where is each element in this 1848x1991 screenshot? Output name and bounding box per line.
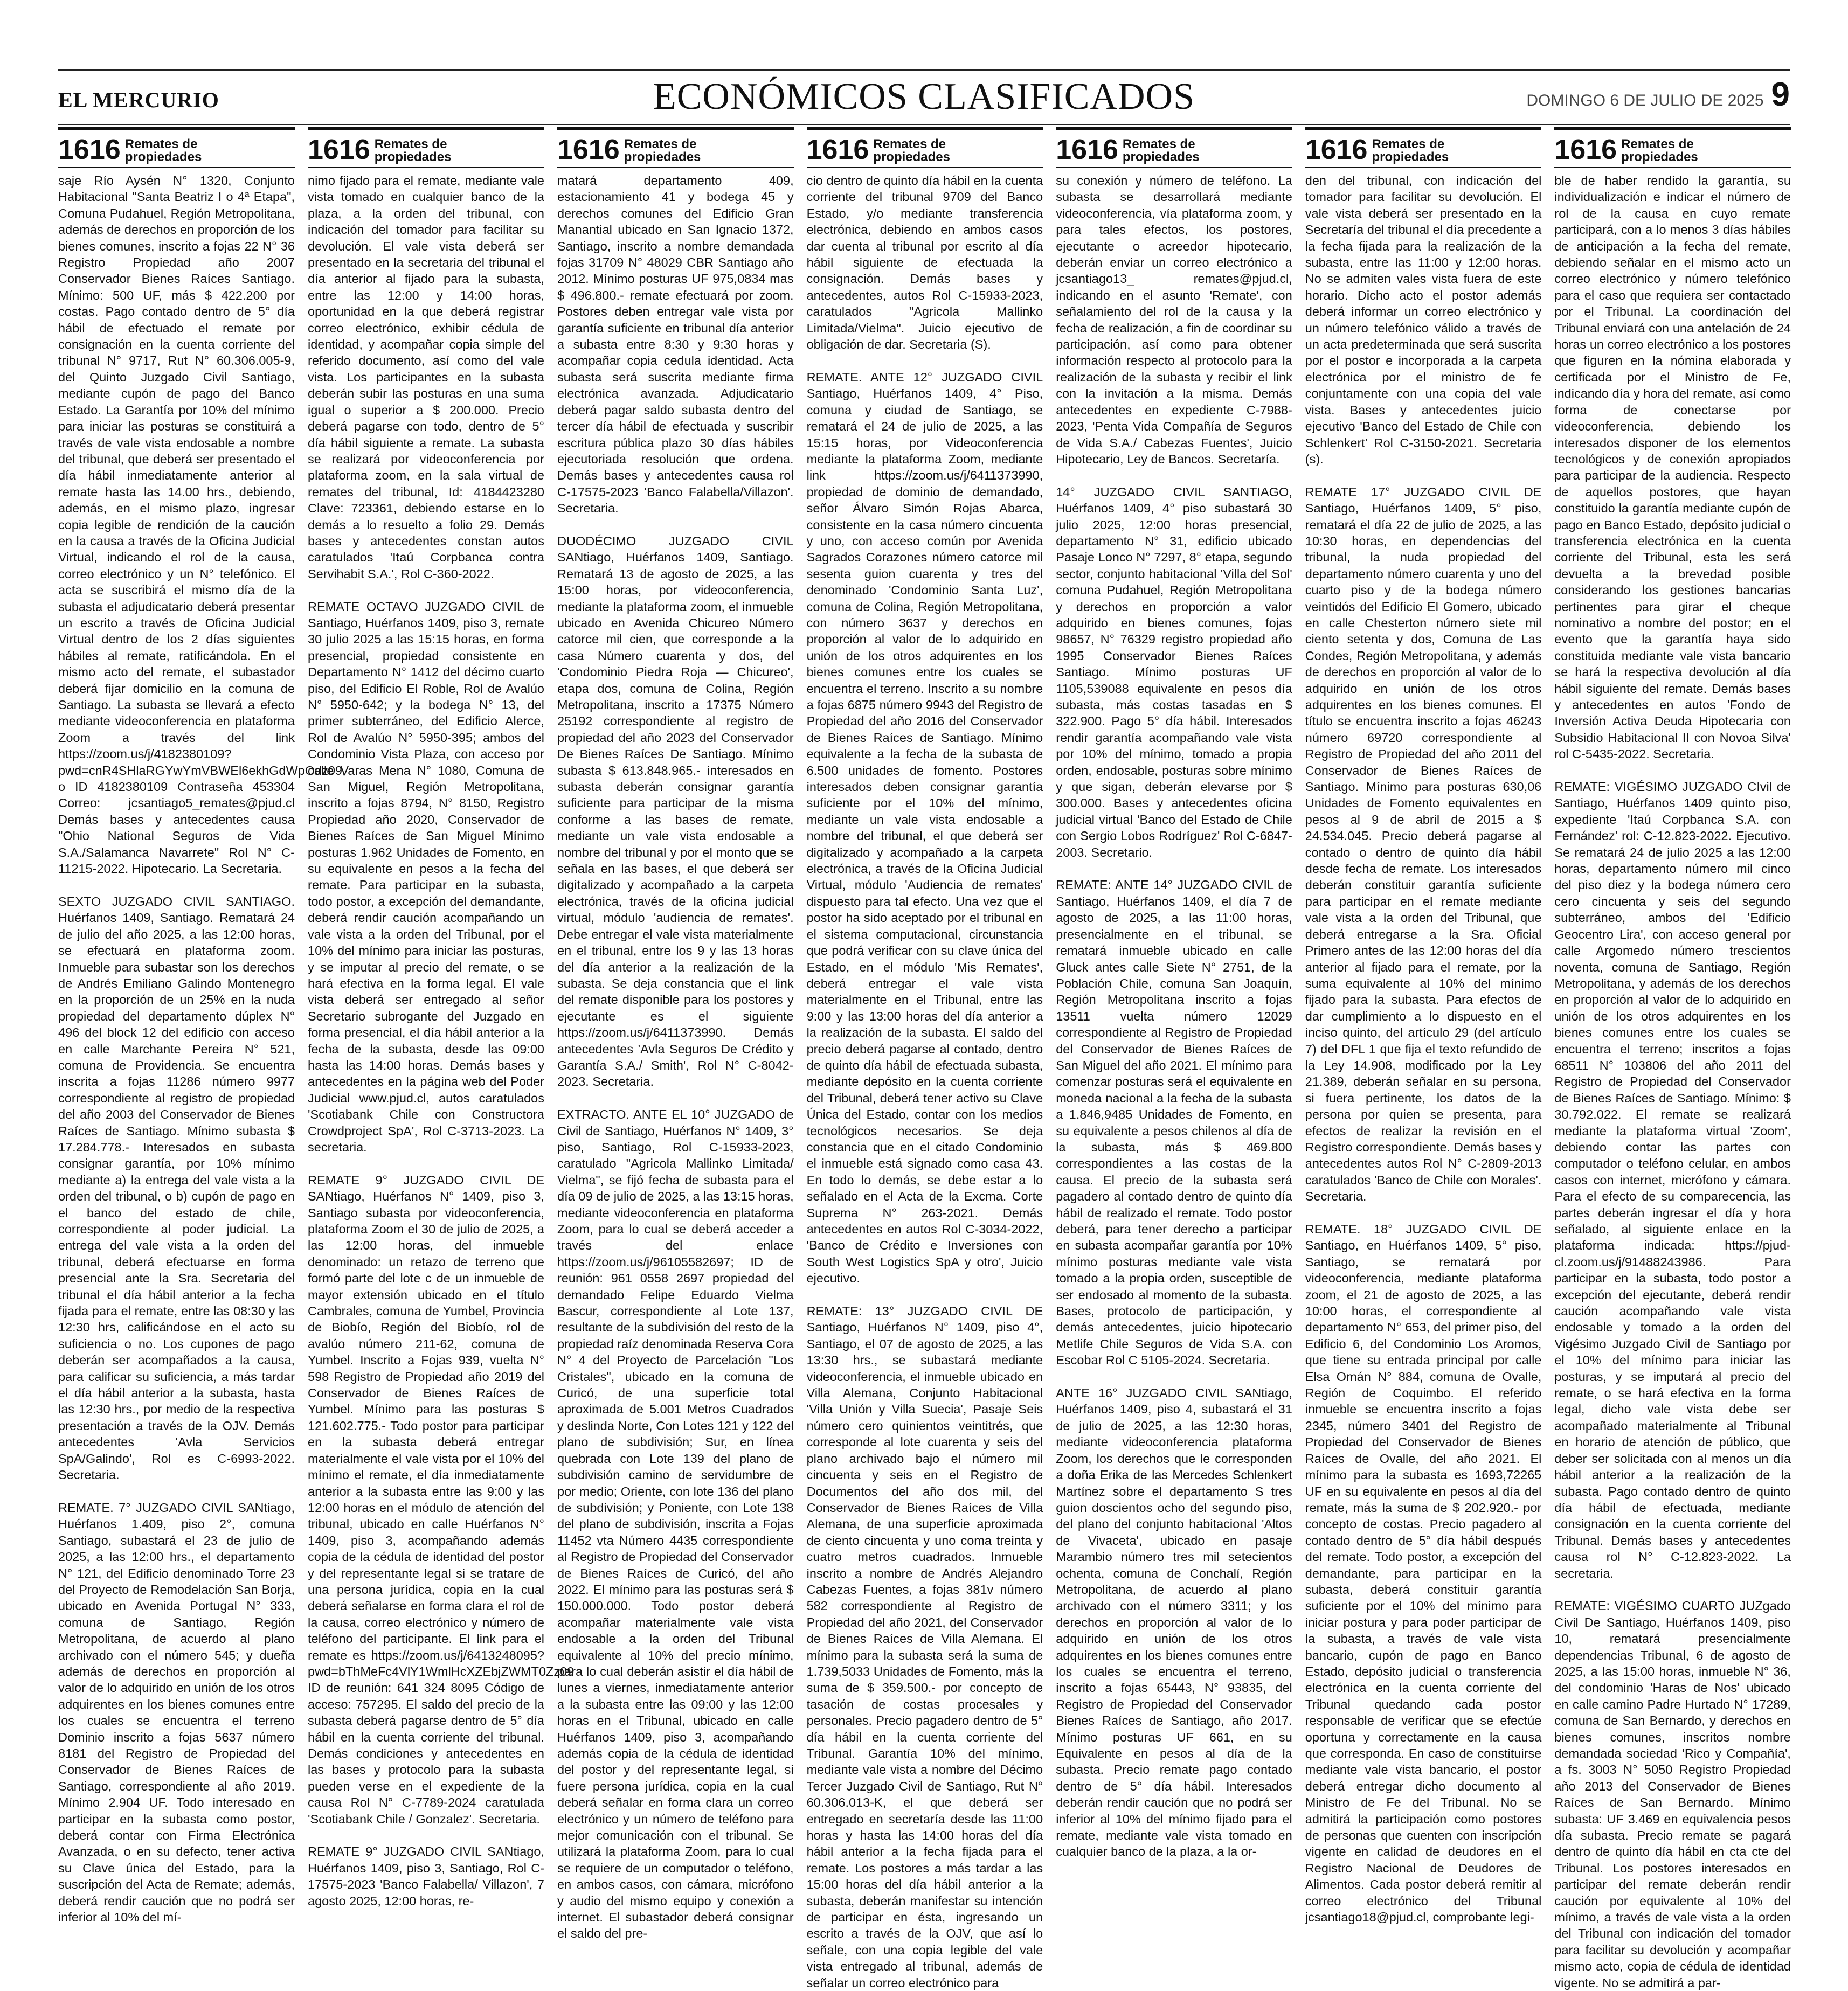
category-code: 1616 [1056,134,1118,165]
column-text: saje Río Aysén N° 1320, Conjunto Habitacional "Santa Beatriz I o 4ª Etapa", Comuna Pudahuel, Región Metropolitana, además de derechos en proporción de los bienes comunes, inscrito a fojas 22 N° 36 Registro Propiedad año 2007 Conservador Bienes Raíces Santiago. Mínimo: 500 UF, más $ 422.200 por costas. Pago contado dentro de 5° día hábil de efectuado el remate por consignación en la cuenta corriente del tribunal N° 9717, Rut N° 60.306.005-9, del Quinto Juzgado Civil Santiago, mediante cupón de pago del Banco Estado. La Garantía por 10% del mínimo para iniciar las posturas se constituirá a través de vale vista endosable a nombre del tribunal, que deberá ser presentado el día hábil inmediatamente anterior al remate hasta las 14.00 hrs., debiendo, además, en el mismo plazo, ingresar copia legible de rendición de la caución en la causa a través de la Oficina Judicial Virtual, indicando el rol de la causa, correo electrónico y un N° telefónico. El acta se suscribirá el mismo día de la subasta el adjudicatario deberá presentar un escrito a través de Oficina Judicial Virtual dentro de los 2 días siguientes hábiles al remate, ratificándola. En el mismo acto del remate, el subastador deberá fijar domicilio en la comuna de Santiago. La subasta se llevará a efecto mediante videoconferencia en plataforma Zoom a través del link https://zoom.us/j/4182380109?pwd=cnR4SHlaRGYwYmVBWEl6ekhGdWpOdz09, o ID 4182380109 Contraseña 453304 Correo: jcsantiago5_remates@pjud.cl Demás bases y antecedentes causa "Ohio National Seguros de Vida S.A./Salamanca Navarrete" Rol N° C-11215-2022. Hipotecario. La Secretaria. SEXTO JUZGADO CIVIL SANTIAGO. Huérfanos 1409, Santiago. Rematará 24 de julio del año 2025, a las 12:00 horas, se efectuará en plataforma zoom. Inmueble para subastar son los derechos de Andrés Emiliano Galindo Montenegro en la proporción de un 25% en la nuda propiedad del departamento dúplex N° 496 del block 12 del edificio con acceso en calle Marchante Pereira N° 521, comuna de Providencia. Se encuentra inscrita a fojas 11286 número 9977 correspondiente al registro de propiedad del año 2003 del Conservador de Bienes Raíces de Santiago. Mínimo subasta $ 17.284.778.- Interesados en subasta consignar garantía, por 10% mínimo mediante a) la entrega del vale vista a la orden del tribunal, o b) cupón de pago en el banco del estado de chile, correspondiente al poder judicial. La entrega del vale vista a la orden del tribunal, deberá efectuarse en forma presencial ante la Sra. Secretaria del tribunal el día hábil anterior a la fecha fijada para el remate, entre las 08:30 y las 12:30 hrs, calificándose en el acto su suficiencia o no. Los cupones de pago deberán ser acompañados a la causa, para calificar su suficiencia, a más tardar el día hábil anterior a la subasta, hasta las 12:30 hrs., por medio de la respectiva presentación a través de la OJV. Demás antecedentes 'Avla Servicios SpA/Galindo', Rol es C-6993-2022. Secretaria. REMATE. 7° JUZGADO CIVIL SANtiago, Huérfanos 1.409, piso 2°, comuna Santiago, subastará el 23 de julio de 2025, a las 12:00 hrs., el departamento N° 121, del Edificio denominado Torre 23 del Proyecto de Remodelación San Borja, ubicado en Avenida Portugal N° 333, comuna de Santiago, Región Metropolitana, de acuerdo al plano archivado con el número 545; y dueña además de derechos en proporción al valor de lo adquirido en unión de los otros adquirentes en los bienes comunes entre los cuales se encuentra el terreno Dominio inscrito a fojas 5637 número 8181 del Registro de Propiedad del Conservador de Bienes Raíces de Santiago, correspondiente al año 2019. Mínimo 2.904 UF. Todo interesado en participar en la subasta como postor, deberá contar con Firma Electrónica Avanzada, o en su defecto, tener activa su Clave única del Estado, para la suscripción del Acta de Remate; además, deberá rendir caución que no podrá ser inferior al 10% del mí- [58,174,346,1925]
masthead-rule [58,124,1790,125]
category-label-line1: Remates de [374,137,447,151]
category-code: 1616 [806,134,869,165]
category-label-line2: propiedades [1621,150,1698,164]
page-number: 9 [1771,76,1790,113]
column-header [58,127,295,168]
classified-column [557,127,794,1968]
category-label [125,138,202,164]
category-label-line1: Remates de [1372,137,1445,151]
top-rule [58,69,1790,71]
classified-column [58,127,346,1968]
category-label-line1: Remates de [1122,137,1195,151]
column-text: su conexión y número de teléfono. La subasta se desarrollará mediante videoconferencia, vía plataforma zoom, y para tales efectos, los postores, ejecutante o acreedor hipotecario, deberán enviar un correo electrónico a jcsantiago13_ remates@pjud.cl, indicando en el asunto 'Remate', con señalamiento del rol de la causa y la fecha de realización, a fin de coordinar su participación, así como para obtener información respecto al protocolo para la realización de la subasta y recibir el link con la invitación a la misma. Demás antecedentes en expediente C-7988-2023, 'Penta Vida Compañía de Seguros de Vida S.A./ Cabezas Fuentes', Juicio Hipotecario, Ley de Bancos. Secretaría. 14° JUZGADO CIVIL SANTIAGO, Huérfanos 1409, 4° piso subastará 30 julio 2025, 12:00 horas presencial, departamento N° 31, edificio ubicado Pasaje Lonco N° 7297, 8° etapa, segundo sector, conjunto habitacional 'Villa del Sol' comuna Pudahuel, Región Metropolitana y derechos en proporción a valor adquirido en bienes comunes, fojas 98657, N° 76329 registro propiedad año 1995 Conservador Bienes Raíces Santiago. Mínimo posturas UF 1105,539088 equivalente en pesos día subasta, más costas tasadas en $ 322.900. Pago 5° día hábil. Interesados rendir garantía acompañando vale vista por 10% del mínimo, tomado a propia orden, endosable, posturas sobre mínimo y que sigan, deberán elevarse por $ 300.000. Bases y antecedentes oficina judicial virtual 'Banco del Estado de Chile con Sergio Lobos Rodríguez' Rol C-6847-2003. Secretario. REMATE: ANTE 14° JUZGADO CIVIL de Santiago, Huérfanos 1409, el día 7 de agosto de 2025, a las 11:00 horas, presencialmente en el tribunal, se rematará inmueble ubicado en calle Gluck antes calle Siete N° 2751, de la Población Chile, comuna San Joaquín, Región Metropolitana inscrito a fojas 13511 vuelta número 12029 correspondiente al Registro de Propiedad del Conservador de Bienes Raíces de San Miguel del año 2021. El mínimo para comenzar posturas será el equivalente en moneda nacional a la fecha de la subasta a 1.846,9485 Unidades de Fomento, en su equivalente a pesos chilenos al día de la subasta, más $ 469.800 correspondientes a las costas de la causa. El precio de la subasta será pagadero al contado dentro de quinto día hábil de realizado el remate. Todo postor deberá, para tener derecho a participar en subasta acompañar garantía por 10% mínimo posturas mediante vale vista tomado a la propia orden, susceptible de ser endosado al momento de la subasta. Bases, protocolo de participación, y demás antecedentes, juicio hipotecario Metlife Chile Seguros de Vida S.A. con Escobar Rol C 5105-2024. Secretaria. ANTE 16° JUZGADO CIVIL SANtiago, Huérfanos 1409, piso 4, subastará el 31 de julio de 2025, a las 12:30 horas, mediante videoconferencia plataforma Zoom, los derechos que le corresponden a doña Erika de las Mercedes Schlenkert Martínez sobre el departamento S tres guion doscientos ocho del segundo piso, del plano del conjunto habitacional 'Altos de Vivaceta', ubicado en pasaje Marambio número tres mil setecientos ochenta, comuna de Conchalí, Región Metropolitana, de acuerdo al plano archivado con el número 3311; y los derechos en proporción al valor de lo adquirido en unión de los otros adquirentes en los bienes comunes entre los cuales se encuentra el terreno, inscrito a fojas 65443, N° 93835, del Registro de Propiedad del Conservador Bienes Raíces de Santiago, año 2017. Mínimo posturas UF 661, en su Equivalente en pesos al día de la subasta. Precio remate pago contado dentro de 5° día hábil. Interesados deberán rendir caución que no podrá ser inferior al 10% del mínimo fijado para el remate, mediante vale vista tomado en cualquier banco de la plaza, a la or- [1056,174,1292,1859]
classified-column [806,127,1043,1990]
category-label [873,138,950,164]
column-header [1056,127,1292,168]
masthead [58,75,1790,124]
category-code: 1616 [308,134,370,165]
section-title: ECONÓMICOS CLASIFICADOS [653,76,1195,117]
category-label-line1: Remates de [1621,137,1694,151]
category-label-line1: Remates de [124,137,198,151]
newspaper-name: EL MERCURIO [58,88,219,112]
column-text: matará departamento 409, estacionamiento 41 y bodega 45 y derechos comunes del Edificio Gran Manantial ubicado en San Ignacio 1372, Santiago, inscrito a nombre demandada fojas 31709 N° 48029 CBR Santiago año 2012. Mínimo posturas UF 975,0834 mas $ 496.800.- remate efectuará por zoom. Postores deben entregar vale vista por garantía suficiente en tribunal día anterior a subasta entre 8:30 y 9:30 horas y acompañar copia cedula identidad. Acta subasta será suscrita mediante firma electrónica avanzada. Adjudicatario deberá pagar saldo subasta dentro del tercer día hábil de efectuada y suscribir escritura pública plazo 30 días hábiles ejecutoriada resolución que ordena. Demás bases y antecedentes causa rol C-17575-2023 'Banco Falabella/Villazon'. Secretaria. DUODÉCIMO JUZGADO CIVIL SANtiago, Huérfanos 1409, Santiago. Rematará 13 de agosto de 2025, a las 15:00 horas, por videoconferencia, mediante la plataforma zoom, el inmueble ubicado en Avenida Chicureo Número catorce mil cien, que corresponde a la casa Número cuarenta y dos, del 'Condominio Piedra Roja — Chicureo', etapa dos, comuna de Colina, Región Metropolitana, inscrito a 17375 Número 25192 correspondiente al registro de propiedad del año 2023 del Conservador De Bienes Raíces De Santiago. Mínimo subasta $ 613.848.965.- interesados en subasta deberán consignar garantía suficiente para participar de la misma conforme a las bases de remate, mediante un vale vista endosable a nombre del tribunal y por el monto que se señala en las bases, el que deberá ser digitalizado y acompañado a la carpeta electrónica, través de la oficina judicial virtual, módulo 'audiencia de remates'. Debe entregar el vale vista materialmente en el tribunal, entre los 9 y las 13 horas del día anterior a la realización de la subasta. Se deja constancia que el link del remate disponible para los postores y ejecutante es el siguiente https://zoom.us/j/6411373990. Demás antecedentes 'Avla Seguros De Crédito y Garantía S.A./ Smith', Rol N° C-8042-2023. Secretaria. EXTRACTO. ANTE EL 10° JUZGADO de Civil de Santiago, Huérfanos N° 1409, 3° piso, Santiago, Rol C-15933-2023, caratulado "Agricola Mallinko Limitada/ Vielma", se fijó fecha de subasta para el día 09 de julio de 2025, a las 13:15 horas, mediante videoconferencia en plataforma Zoom, para lo cual se deberá acceder a través del enlace https://zoom.us/j/96105582697; ID de reunión: 961 0558 2697 propiedad del demandado Felipe Eduardo Vielma Bascur, correspondiente al Lote 137, resultante de la subdivisión del resto de la propiedad raíz denominada Reserva Cora N° 4 del Proyecto de Parcelación "Los Cristales", ubicado en la comuna de Curicó, de una superficie total aproximada de 5.001 Metros Cuadrados y deslinda Norte, Con Lotes 121 y 122 del plano de subdivisión; Sur, en línea quebrada con Lote 139 del plano de subdivisión camino de servidumbre de por medio; Oriente, con lote 136 del plano de subdivisión; y Poniente, con Lote 138 del plano de subdivisión, inscrita a Fojas 11452 vta Número 4435 correspondiente al Registro de Propiedad del Conservador de Bienes Raíces de Curicó, del año 2022. El mínimo para las posturas será $ 150.000.000. Todo postor deberá acompañar materialmente vale vista endosable a la orden del Tribunal equivalente al 10% del precio mínimo, para lo cual deberán asistir el día hábil de lunes a viernes, inmediatamente anterior a la subasta entre las 09:00 y las 12:00 horas en el Tribunal, ubicado en calle Huérfanos 1409, piso 3, acompañando además copia de la cédula de identidad del postor y del representante legal, si fuere persona jurídica, copia en la cual deberá señalar en forma clara un correo electrónico y un número de teléfono para mejor comunicación con el tribunal. Se utilizará la plataforma Zoom, para lo cual se requiere de un computador o teléfono, en ambos casos, con cámara, micrófono y audio del mismo equipo y conexión a internet. El subastador deberá consignar el saldo del pre- [557,174,794,1941]
column-text: nimo fijado para el remate, mediante vale vista tomado en cualquier banco de la plaza, a la orden del tribunal, con indicación del tomador para facilitar su devolución. El vale vista deberá ser presentado en la secretaria del tribunal el día anterior al fijado para la subasta, entre las 12:00 y 14:00 horas, oportunidad en la que deberá registrar correo electrónico, exhibir cédula de identidad, y acompañar copia simple del referido documento, así como del vale vista. Los participantes en la subasta deberán subir las posturas en una suma igual o superior a $ 200.000. Precio deberá pagarse con todo, dentro de 5° día hábil siguiente a remate. La subasta se realizará por videoconferencia por plataforma zoom, en la sala virtual de remates del tribunal, Id: 4184423280 Clave: 723361, debiendo estarse en lo demás a lo resuelto a folio 29. Demás bases y antecedentes constan autos caratulados 'Itaú Corpbanca contra Servihabit S.A.', Rol C-360-2022. REMATE OCTAVO JUZGADO CIVIL de Santiago, Huérfanos 1409, piso 3, remate 30 julio 2025 a las 15:15 horas, en forma presencial, propiedad consistente en Departamento N° 1412 del décimo cuarto piso, del Edificio El Roble, Rol de Avalúo N° 5950-642; y la bodega N° 13, del primer subterráneo, del Edificio Alerce, Rol de Avalúo N° 5950-395; ambos del Condominio Vista Plaza, con acceso por calle Varas Mena N° 1080, Comuna de San Miguel, Región Metropolitana, inscrito a fojas 8794, N° 8150, Registro Propiedad año 2020, Conservador de Bienes Raíces de San Miguel Mínimo posturas 1.962 Unidades de Fomento, en su equivalente en pesos a la fecha del remate. Para participar en la subasta, todo postor, a excepción del demandante, deberá rendir caución acompañando un vale vista a la orden del Tribunal, por el 10% del mínimo para iniciar las posturas, y se imputar al precio del remate, o se hará efectiva en la forma legal. El vale vista deberá ser entregado al señor Secretario subrogante del Juzgado en forma presencial, el día hábil anterior a la fecha de la subasta, desde las 09:00 hasta las 14:00 horas. Demás bases y antecedentes en la página web del Poder Judicial www.pjud.cl, autos caratulados 'Scotiabank Chile con Constructora Crowdproject SpA', Rol C-3713-2023. La secretaria. REMATE 9° JUZGADO CIVIL DE SANtiago, Huérfanos N° 1409, piso 3, Santiago subasta por videoconferencia, plataforma Zoom el 30 de julio de 2025, a las 12:00 horas, del inmueble denominado: un retazo de terreno que formó parte del lote c de un inmueble de mayor extensión ubicado en el título Cambrales, comuna de Yumbel, Provincia de Biobío, Región del Biobío, rol de avalúo número 211-62, comuna de Yumbel. Inscrito a Fojas 939, vuelta N° 598 Registro de Propiedad año 2019 del Conservador de Bienes Raíces de Yumbel. Mínimo para las posturas $ 121.602.775.- Todo postor para participar en la subasta deberá entregar materialmente el vale vista por el 10% del mínimo el remate, el día inmediatamente anterior a la subasta entre las 9:00 y las 12:00 horas en el módulo de atención del tribunal, ubicado en calle Huérfanos N° 1409, piso 3, acompañando además copia de la cédula de identidad del postor y del representante legal si se tratare de una persona jurídica, copia en la cual deberá señalarse en forma clara el rol de la causa, correo electrónico y número de teléfono del participante. El link para el remate es https://zoom.us/j/6413248095?pwd=bThMeFc4VlY1WmlHcXZEbjZWMT0Zz09 ID de reunión: 641 324 8095 Código de acceso: 757295. El saldo del precio de la subasta deberá pagarse dentro de 5° día hábil en la cuenta corriente del tribunal. Demás condiciones y antecedentes en las bases y protocolo para la subasta pueden verse en el expediente de la causa Rol N° C-7789-2024 caratulada 'Scotiabank Chile / Gonzalez'. Secretaria. REMATE 9° JUZGADO CIVIL SANtiago, Huérfanos 1409, piso 3, Santiago, Rol C-17575-2023 'Banco Falabella/ Villazon', 7 agosto 2025, 12:00 horas, re- [308,174,575,1908]
date-block [1526,75,1790,114]
category-code: 1616 [1305,134,1368,165]
column-text: ble de haber rendido la garantía, su individualización e indicar el número de rol de la causa en cuyo remate participará, con a lo menos 3 días hábiles de anticipación a la fecha del remate, debiendo señalar en el mismo acto un correo electrónico y número telefónico para el caso que requiera ser contactado por el Tribunal. La coordinación del Tribunal enviará con una antelación de 24 horas un correo electrónico a los postores que figuren en la nómina elaborada y certificada por el Ministro de Fe, indicando día y hora del remate, así como forma de conectarse por videoconferencia, debiendo los interesados disponer de los elementos tecnológicos y de conexión apropiados para participar de la audiencia. Respecto de aquellos postores, que hayan constituido la garantía mediante cupón de pago en Banco Estado, depósito judicial o transferencia electrónica en la cuenta corriente del Tribunal, esta les será devuelta a la brevedad posible considerando los gestiones bancarias pertinentes para girar el cheque nominativo a nombre del postor; en el evento que la garantía haya sido constituida mediante vale vista bancario se hará la respectiva devolución al día hábil siguiente del remate. Demás bases y antecedentes en autos 'Fondo de Inversión Activa Deuda Hipotecaria con Subsidio Habitacional II con Novoa Silva' rol C-5435-2022. Secretaria. REMATE: VIGÉSIMO JUZGADO CIvil de Santiago, Huérfanos 1409 quinto piso, expediente 'Itaú Corpbanca S.A. con Fernández' rol: C-12.823-2022. Ejecutivo. Se rematará 24 de julio 2025 a las 12:00 horas, departamento número mil cinco del piso diez y la bodega número cero cero cincuenta y seis del segundo subterráneo, ambos del 'Edificio Geocentro Lira', con acceso general por calle Argomedo número trescientos noventa, comuna de Santiago, Región Metropolitana, y además de los derechos en proporción al valor de lo adquirido en unión de los otros adquirentes en los bienes comunes entre los cuales se encuentra el terreno; inscritos a fojas 68511 N° 103806 del año 2011 del Registro de Propiedad del Conservador de Bienes Raíces de Santiago. Mínimo: $ 30.792.022. El remate se realizará mediante la plataforma virtual 'Zoom', debiendo contar las partes con computador o teléfono celular, en ambos casos con internet, micrófono y cámara. Para el efecto de su comparecencia, las partes deberán ingresar el día y hora señalado, al siguiente enlace en la plataforma indicada: https://pjud-cl.zoom.us/j/91488243986. Para participar en la subasta, todo postor a excepción del ejecutante, deberá rendir caución acompañando vale vista endosable y tomado a la orden del Vigésimo Juzgado Civil de Santiago por el 10% del mínimo para iniciar las posturas, y se imputará al precio del remate, o se hará efectiva en la forma legal, dicho vale vista debe ser acompañado materialmente al Tribunal en horario de atención de público, que deber ser solicitada con al menos un día hábil anterior a la realización de la subasta. Pago contado dentro de quinto día hábil de efectuada, mediante consignación en la cuenta corriente del Tribunal. Demás bases y antecedentes causa rol N° C-12.823-2022. La secretaria. REMATE: VIGÉSIMO CUARTO JUZgado Civil De Santiago, Huérfanos 1409, piso 10, rematará presencialmente dependencias Tribunal, 6 de agosto de 2025, a las 15:00 horas, inmueble N° 36, del condominio 'Haras de Nos' ubicado en calle camino Padre Hurtado N° 17289, comuna de San Bernardo, y derechos en bienes comunes, inscritos nombre demandada sociedad 'Rico y Compañía', a fs. 3003 N° 5050 Registro Propiedad año 2013 del Conservador de Bienes Raíces de San Bernardo. Mínimo subasta: UF 3.469 en equivalencia pesos día subasta. Precio remate se pagará dentro de quinto día hábil en cta cte del Tribunal. Los postores interesados en participar del remate deberán rendir caución por equivalente al 10% del mínimo, a través de vale vista a la orden del Tribunal con indicación del tomador para facilitar su devolución y acompañar mismo acto, copia de cédula de identidad vigente. No se admitirá a par- [1554,174,1791,1990]
classified-columns [58,127,1791,1990]
category-label-line2: propiedades [374,150,452,164]
category-label-line1: Remates de [624,137,697,151]
category-label-line2: propiedades [624,150,701,164]
classified-column [308,127,575,1968]
issue-date: DOMINGO 6 DE JULIO DE 2025 [1526,92,1764,109]
column-text: cio dentro de quinto día hábil en la cuenta corriente del tribunal 9709 del Banco Estado, y/o mediante transferencia electrónica, debiendo en ambos casos dar cuenta al tribunal por escrito al día hábil siguiente de efectuada la consignación. Demás bases y antecedentes, autos Rol C-15933-2023, caratulados "Agricola Mallinko Limitada/Vielma". Juicio ejecutivo de obligación de dar. Secretaria (S). REMATE. ANTE 12° JUZGADO CIVIL Santiago, Huérfanos 1409, 4° Piso, comuna y ciudad de Santiago, se rematará el 24 de julio de 2025, a las 15:15 horas, por Videoconferencia mediante la plataforma Zoom, mediante link https://zoom.us/j/6411373990, propiedad de dominio de demandado, señor Álvaro Simón Rojas Abarca, consistente en la casa número cincuenta y uno, con acceso común por Avenida Sagrados Corazones número catorce mil sesenta guion cuarenta y tres del denominado 'Condominio Santa Luz', comuna de Colina, Región Metropolitana, con número 3637 y derechos en proporción al valor de lo adquirido en unión de los otros adquirentes en los bienes comunes entre los cuales se encuentra el terreno. Inscrito a su nombre a fojas 6875 número 9943 del Registro de Propiedad del año 2016 del Conservador de Bienes Raíces de Santiago. Mínimo equivalente a la fecha de la subasta de 6.500 unidades de fomento. Postores interesados deben consignar garantía suficiente por el 10% del mínimo, mediante un vale vista endosable a nombre del tribunal, el que deberá ser digitalizado y acompañado a la carpeta electrónica, a través de la Oficina Judicial Virtual, módulo 'Audiencia de remates' dispuesto para tal efecto. Una vez que el postor ha sido aceptado por el tribunal en el sistema computacional, circunstancia que podrá verificar con su clave única del Estado, en el módulo 'Mis Remates', deberá entregar el vale vista materialmente en el Tribunal, entre las 9:00 y las 13:00 horas del día anterior a la realización de la subasta. El saldo del precio deberá pagarse al contado, dentro de quinto día hábil de efectuada subasta, mediante depósito en la cuenta corriente del Tribunal, deberá tener activo su Clave Única del Estado, contar con los medios tecnológicos necesarios. Se deja constancia que en el citado Condominio el inmueble está signado como casa 43. En todo lo demás, se debe estar a lo señalado en el Acta de la Excma. Corte Suprema N° 263-2021. Demás antecedentes en autos Rol C-3034-2022, 'Banco de Crédito e Inversiones con South West Logistics SpA y otro', Juicio ejecutivo. REMATE: 13° JUZGADO CIVIL DE Santiago, Huérfanos N° 1409, piso 4°, Santiago, el 07 de agosto de 2025, a las 13:30 hrs., se subastará mediante videoconferencia, el inmueble ubicado en Villa Alemana, Conjunto Habitacional 'Villa Unión y Villa Suecia', Pasaje Seis número cero quinientos veintitrés, que corresponde al lote cuarenta y seis del plano archivado bajo el número mil cincuenta y seis en el Registro de Documentos del año dos mil, del Conservador de Bienes Raíces de Villa Alemana, de una superficie aproximada de ciento cincuenta y uno coma treinta y cuatro metros cuadrados. Inmueble inscrito a nombre de Andrés Alejandro Cabezas Fuentes, a fojas 381v número 582 correspondiente al Registro de Propiedad del año 2021, del Conservador de Bienes Raíces de Villa Alemana. El mínimo para la subasta será la suma de 1.739,5033 Unidades de Fomento, más la suma de $ 359.500.- por concepto de tasación de costas procesales y personales. Precio pagadero dentro de 5° día hábil en la cuenta corriente del Tribunal. Garantía 10% del mínimo, mediante vale vista a nombre del Décimo Tercer Juzgado Civil de Santiago, Rut N° 60.306.013-K, el que deberá ser entregado en secretaría desde las 11:00 horas y hasta las 14:00 horas del día hábil anterior a la fecha fijada para el remate. Los postores a más tardar a las 15:00 horas del día hábil anterior a la subasta, deberán manifestar su intención de participar en ésta, ingresando un escrito a través de la OJV, que así lo señale, con una copia legible del vale vista entregado al tribunal, además de señalar un correo electrónico para [806,174,1043,1990]
classified-column [1305,127,1542,1968]
category-label-line1: Remates de [873,137,946,151]
category-label [1123,138,1200,164]
classified-column [1056,127,1292,1968]
column-header [807,127,1043,168]
category-label-line2: propiedades [1122,150,1200,164]
category-label-line2: propiedades [1372,150,1449,164]
column-header [1305,127,1542,168]
category-label-line2: propiedades [124,150,202,164]
category-label [375,138,452,164]
category-label [1372,138,1449,164]
category-label [1621,138,1698,164]
category-code: 1616 [1554,134,1617,165]
classified-column [1554,127,1791,1990]
category-label [624,138,701,164]
category-code: 1616 [557,134,620,165]
column-header [557,127,794,168]
column-header [308,127,544,168]
category-code: 1616 [58,134,121,165]
column-text: den del tribunal, con indicación del tomador para facilitar su devolución. El vale vista deberá ser presentado en la Secretaría del tribunal el día precedente a la fecha fijada para la realización de la subasta, entre las 11:00 y 12:00 horas. No se admiten vales vista fuera de este horario. Dicho acto el postor además deberá informar un correo electrónico y un número telefónico válido a través de un acta predeterminada que será suscrita por el postor e incorporada a la carpeta electrónica por el ministro de fe conjuntamente con una copia del vale vista. Bases y antecedentes juicio ejecutivo 'Banco del Estado de Chile con Schlenkert' Rol C-3150-2021. Secretaria (s). REMATE 17° JUZGADO CIVIL DE Santiago, Huérfanos 1409, 5° piso, rematará el día 22 de julio de 2025, a las 10:30 horas, en dependencias del tribunal, la nuda propiedad del departamento número cuarenta y uno del cuarto piso y de la bodega número veintidós del Edificio El Gomero, ubicado en calle Chesterton número siete mil ciento setenta y dos, Comuna de Las Condes, Región Metropolitana, y además de derechos en proporción al valor de lo adquirido en unión de los otros adquirentes en los bienes comunes. El título se encuentra inscrito a fojas 46243 número 69720 correspondiente al Registro de Propiedad del año 2011 del Conservador de Bienes Raíces de Santiago. Mínimo para posturas 630,06 Unidades de Fomento equivalentes en pesos al 9 de abril de 2015 a $ 24.534.045. Precio deberá pagarse al contado o dentro de quinto día hábil desde fecha de remate. Los interesados deberán constituir garantía suficiente para participar en el remate mediante vale vista a la orden del Tribunal, que deberá entregarse a la Sra. Oficial Primero antes de las 12:00 horas del día anterior al fijado para el remate, por la suma equivalente al 10% del mínimo fijado para la subasta. Para efectos de dar cumplimiento a lo dispuesto en el inciso quinto, del artículo 29 (del artículo 7) del DFL 1 que fija el texto refundido de la Ley 14.908, modificado por la Ley 21.389, deberán señalar en su persona, si fuera pertinente, los datos de la persona por quien se presenta, para efectos de realizar la revisión en el Registro correspondiente. Demás bases y antecedentes autos Rol N° C-2809-2013 caratulados 'Banco de Chile con Morales'. Secretaria. REMATE. 18° JUZGADO CIVIL DE Santiago, en Huérfanos 1409, 5° piso, Santiago, se rematará por videoconferencia, mediante plataforma zoom, el 21 de agosto de 2025, a las 10:00 horas, el correspondiente al departamento N° 653, del primer piso, del Edificio 6, del Condominio Los Aromos, que tiene su entrada principal por calle Elsa Omán N° 884, comuna de Ovalle, Región de Coquimbo. El referido inmueble se encuentra inscrito a fojas 2345, número 3401 del Registro de Propiedad del Conservador de Bienes Raíces de Ovalle, del año 2021. El mínimo para la subasta es 1693,72265 UF en su equivalente en pesos al día del remate, más la suma de $ 202.920.- por concepto de costas. Precio pagadero al contado dentro de 5° día hábil después del remate. Todo postor, a excepción del demandante, para participar en la subasta, deberá constituir garantía suficiente por el 10% del mínimo para iniciar postura y para poder participar de la subasta, a través de vale vista bancario, cupón de pago en Banco Estado, depósito judicial o transferencia electrónica en la cuenta corriente del Tribunal quedando cada postor responsable de verificar que se efectúe oportuna y correctamente en la causa que corresponda. En caso de constituirse mediante vale vista bancario, el postor deberá entregar dicho documento al Ministro de Fe del Tribunal. No se admitirá la participación como postores de personas que cuenten con inscripción vigente en calidad de deudores en el Registro Nacional de Deudores de Alimentos. Cada postor deberá remitir al correo electrónico del Tribunal jcsantiago18@pjud.cl, comprobante legi- [1305,174,1542,1925]
category-label-line2: propiedades [873,150,950,164]
column-header [1554,127,1791,168]
